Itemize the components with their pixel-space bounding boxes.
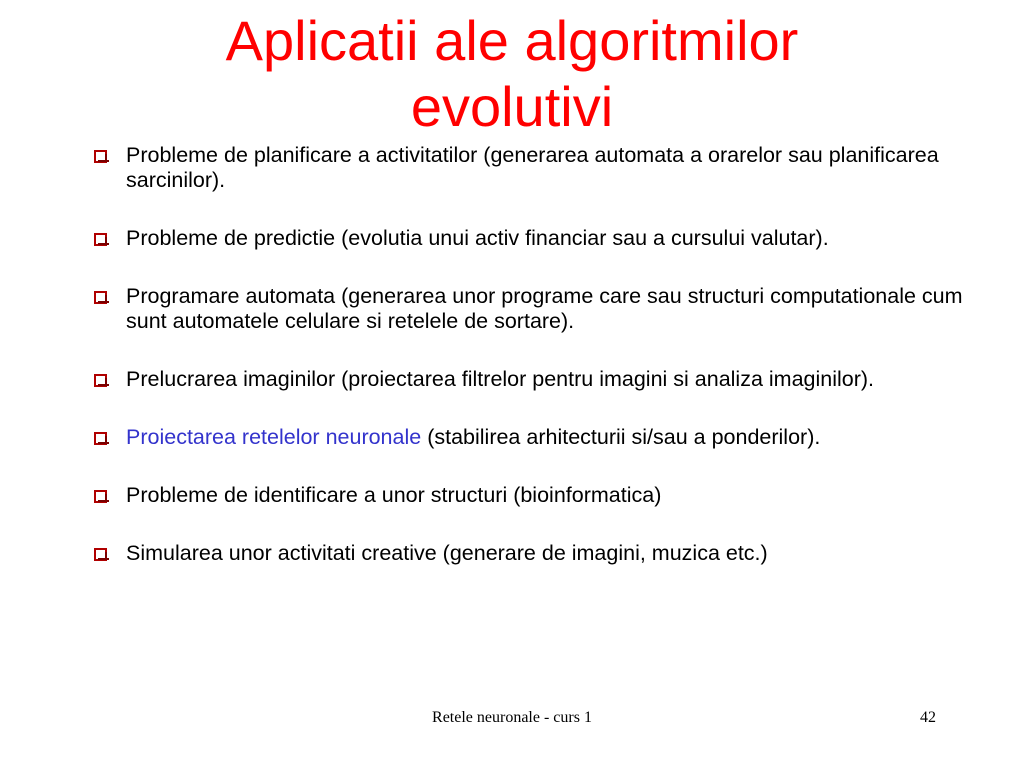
checkbox-bullet-icon — [94, 432, 107, 445]
checkbox-bullet-icon — [94, 233, 107, 246]
bullet-text: Simularea unor activitati creative (generare de imagini, muzica etc.) — [126, 541, 768, 565]
checkbox-bullet-icon — [94, 150, 107, 163]
slide-title-line-2: evolutivi — [410, 75, 614, 138]
bullet-item-creative-simulation — [92, 541, 972, 566]
footer-page-number: 42 — [920, 709, 936, 726]
bullet-text: Prelucrarea imaginilor (proiectarea filtrelor pentru imagini si analiza imaginilor). — [126, 367, 875, 391]
bullet-list — [92, 143, 972, 599]
bullet-text: (stabilirea arhitecturii si/sau a ponderilor). — [421, 425, 821, 449]
checkbox-bullet-icon — [94, 548, 107, 561]
checkbox-bullet-icon — [94, 490, 107, 503]
bullet-text: Probleme de identificare a unor structuri (bioinformatica) — [126, 483, 662, 507]
bullet-item-neural-network-design — [92, 425, 972, 450]
bullet-text: Probleme de planificare a activitatilor (generarea automata a orarelor sau planificarea sarcinilor). — [126, 143, 939, 192]
checkbox-bullet-icon — [94, 374, 107, 387]
bullet-text: Programare automata (generarea unor programe care sau structuri computationale cum sunt automatele celulare si retelele de sortare). — [126, 284, 963, 333]
bullet-item-prediction — [92, 226, 972, 251]
bullet-item-scheduling — [92, 143, 972, 193]
bullet-text: Probleme de predictie (evolutia unui activ financiar sau a cursului valutar). — [126, 226, 829, 250]
slide-title-line-1: Aplicatii ale algoritmilor — [225, 9, 799, 72]
bullet-item-automatic-programming — [92, 284, 972, 334]
slide-title — [0, 8, 1024, 140]
bullet-item-image-processing — [92, 367, 972, 392]
checkbox-bullet-icon — [94, 291, 107, 304]
bullet-item-structure-identification — [92, 483, 972, 508]
footer-course-label: Retele neuronale - curs 1 — [432, 709, 592, 726]
bullet-highlight-text: Proiectarea retelelor neuronale — [126, 425, 422, 449]
